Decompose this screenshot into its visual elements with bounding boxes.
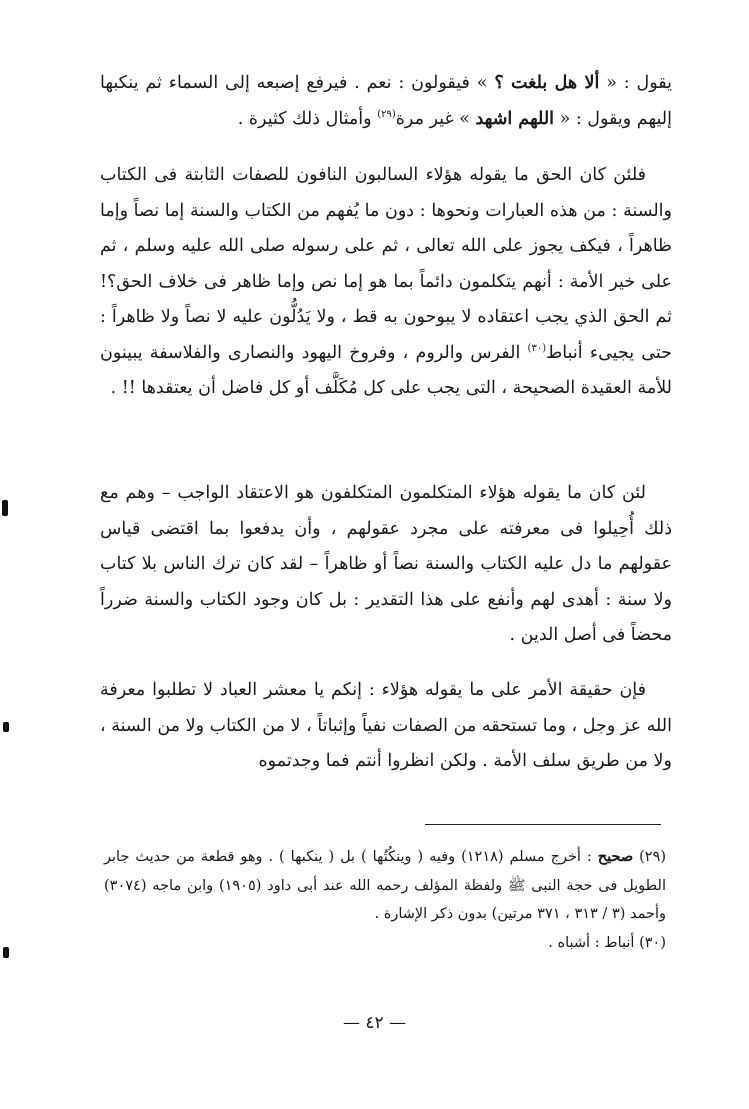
bold-quote-1: ألا هل بلغت ؟: [494, 73, 600, 93]
footnote-number: (٣٠): [639, 934, 666, 951]
paragraph-1-text: [100, 66, 672, 137]
text-run: » غير مرة: [395, 108, 476, 129]
paragraph-2: [100, 158, 672, 407]
footnotes-section: [104, 843, 666, 957]
scan-edge-mark: [3, 947, 9, 958]
text-run: فلئن كان الحق ما يقوله هؤلاء السالبون النافون للصفات الثابتة فى الكتاب والسنة : من هذه العبارات ونحوها : دون ما يُفهم من الكتاب والسنة إما نصاً وإما ظاهراً ، فيكف يجوز على الله تعالى ، ثم على رسوله صلى الله عليه وسلم ، ثم على خير الأمة : أنهم يتكلمون دائماً بما هو إما نص وإما ظاهر فى خلاف الحق؟! ثم الحق الذي يجب اعتقاده لا يبوحون به قط ، ولا يَدُلُّون عليه لا نصاً ولا ظاهراً : حتى يجيىء أنباط: [100, 165, 672, 363]
page-number: — ٤٢ —: [342, 1013, 407, 1033]
footnote-text: أنباط : أشباه .: [548, 934, 640, 951]
footnote-number: (٢٩): [639, 849, 667, 865]
footnote-text: : أخرج مسلم (١٢١٨) وفيه ( وينكُتُها ) بل ( ينكبها ) . وهو قطعة من حديث جابر الطويل فى حجة النبى ﷺ ولفظة المؤلف رحمه الله عند أبى داود (١٩٠٥) وابن ماجه (٣٠٧٤) وأحمد (٣ / ٣١٣ ، ٣٧١ مرتين) بدون ذكر الإشارة .: [104, 849, 666, 922]
bold-quote-2: اللهم اشهد: [475, 108, 555, 129]
scan-edge-mark: [2, 500, 8, 516]
footnote-29: [104, 843, 666, 929]
footnote-grade: صحيح: [597, 848, 634, 865]
text-run: يقول : «: [599, 73, 672, 93]
footnote-divider: [425, 824, 661, 825]
paragraph-2-text: [100, 158, 672, 407]
scan-edge-mark: [3, 722, 9, 732]
text-run: الفرس والروم ، وفروخ اليهود والنصارى والفلاسفة يبينون للأمة العقيدة الصحيحة ، التى يجب على كل مُكَلَّف أو كل فاضل أن يعتقدها !! .: [100, 342, 672, 398]
footnote-ref-29[interactable]: (٢٩): [377, 108, 396, 120]
text-run: » فيقولون : نعم . فيرفع إصبعه إلى السماء ثم ينكبها إليهم ويقول : «: [100, 73, 672, 129]
paragraph-4: [100, 673, 672, 780]
paragraph-3: [100, 476, 672, 654]
text-run: وأمثال ذلك كثيرة .: [237, 108, 378, 129]
paragraph-1: [100, 66, 672, 137]
paragraph-4-text: فإن حقيقة الأمر على ما يقوله هؤلاء : إنكم يا معشر العباد لا تطلبوا معرفة الله عز وجل ، وما تستحقه من الصفات نفياً وإثباتاً ، لا من الكتاب ولا من السنة ، ولا من طريق سلف الأمة . ولكن انظروا أنتم فما وجدتموه: [100, 680, 672, 771]
footnote-30: [104, 929, 666, 958]
paragraph-3-text: لئن كان ما يقوله هؤلاء المتكلمون المتكلفون هو الاعتقاد الواجب – وهم مع ذلك أُحِيلوا فى معرفته على مجرد عقولهم ، وأن يدفعوا بما اقتضى قياس عقولهم ما دل عليه الكتاب والسنة نصاً أو ظاهراً – لقد كان ترك الناس بلا كتاب ولا سنة : أهدى لهم وأنفع على هذا التقدير : بل كان وجود الكتاب والسنة ضرراً محضاً فى أصل الدين .: [100, 483, 672, 645]
footnote-ref-30[interactable]: (٣٠): [527, 342, 547, 354]
